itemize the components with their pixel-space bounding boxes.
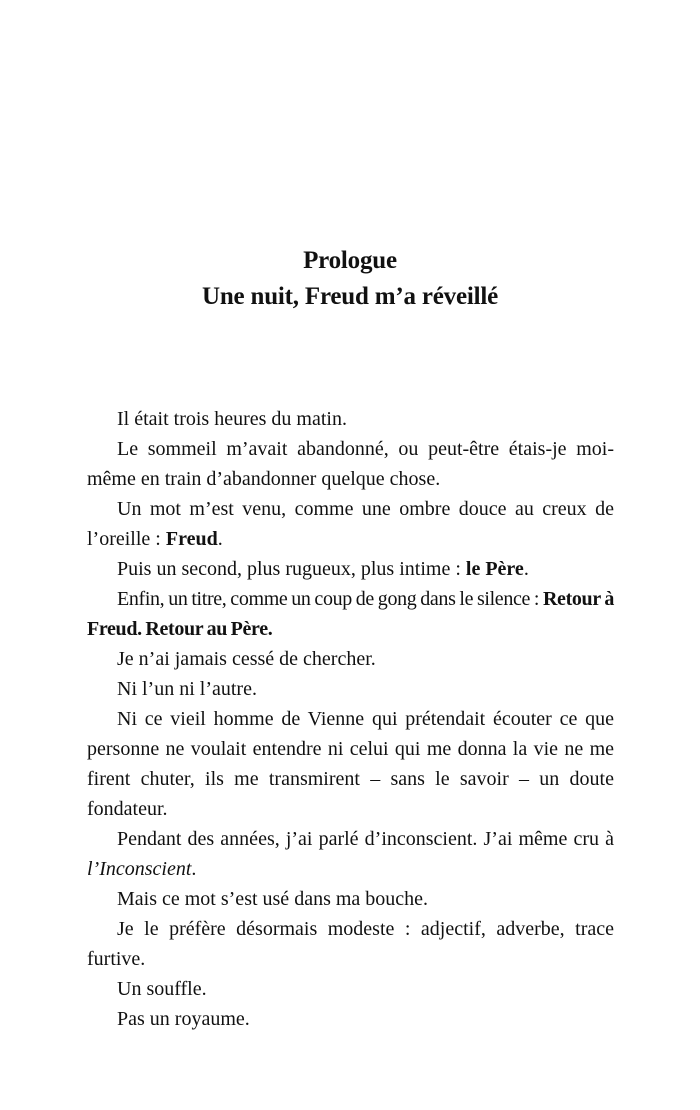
paragraph-4-bold: le Père: [465, 558, 524, 580]
paragraph-9: [87, 824, 614, 884]
paragraph-5-text: Enfin, un titre, comme un coup de gong dans le silence :: [117, 588, 543, 610]
paragraph-3: [87, 494, 614, 554]
paragraph-11: Je le préfère désormais modeste : adjectif, adverbe, trace furtive.: [87, 918, 614, 970]
paragraph-1: Il était trois heures du matin.: [117, 408, 347, 430]
paragraph-7: Ni l’un ni l’autre.: [117, 678, 257, 700]
paragraph-2: Le sommeil m’avait abandonné, ou peut-être étais-je moi-même en train d’abandonner quelque chose.: [87, 438, 614, 490]
paragraph-9-end: .: [191, 858, 197, 880]
paragraph-3-text: Un mot m’est venu, comme une ombre douce au creux de l’oreille :: [87, 498, 614, 550]
chapter-subtitle: Une nuit, Freud m’a réveillé: [202, 283, 498, 310]
chapter-title: Prologue: [303, 247, 397, 274]
paragraph-4-text: Puis un second, plus rugueux, plus intime :: [117, 558, 466, 580]
paragraph-9-italic: l’Inconscient: [87, 858, 192, 880]
paragraph-3-bold: Freud: [165, 528, 218, 550]
paragraph-5: [87, 584, 614, 644]
paragraph-10: Mais ce mot s’est usé dans ma bouche.: [117, 888, 429, 910]
paragraph-3-end: .: [217, 528, 223, 550]
paragraph-4-end: .: [523, 558, 529, 580]
prologue-body: [87, 404, 614, 1034]
paragraph-6: Je n’ai jamais cessé de chercher.: [117, 648, 376, 670]
paragraph-8: Ni ce vieil homme de Vienne qui prétendait écouter ce que personne ne voulait entendre ni celui qui me donna la vie ne me firent chuter, ils me transmirent – sans le savoir – un doute fondateur.: [87, 708, 614, 820]
paragraph-9-text: Pendant des années, j’ai parlé d’inconscient. J’ai même cru à: [117, 828, 614, 850]
paragraph-4: [87, 554, 614, 584]
chapter-heading: [0, 243, 700, 314]
paragraph-13: Pas un royaume.: [117, 1008, 250, 1030]
paragraph-12: Un souffle.: [117, 978, 207, 1000]
paragraph-5-bold: Retour à Freud. Retour au Père.: [87, 588, 614, 640]
